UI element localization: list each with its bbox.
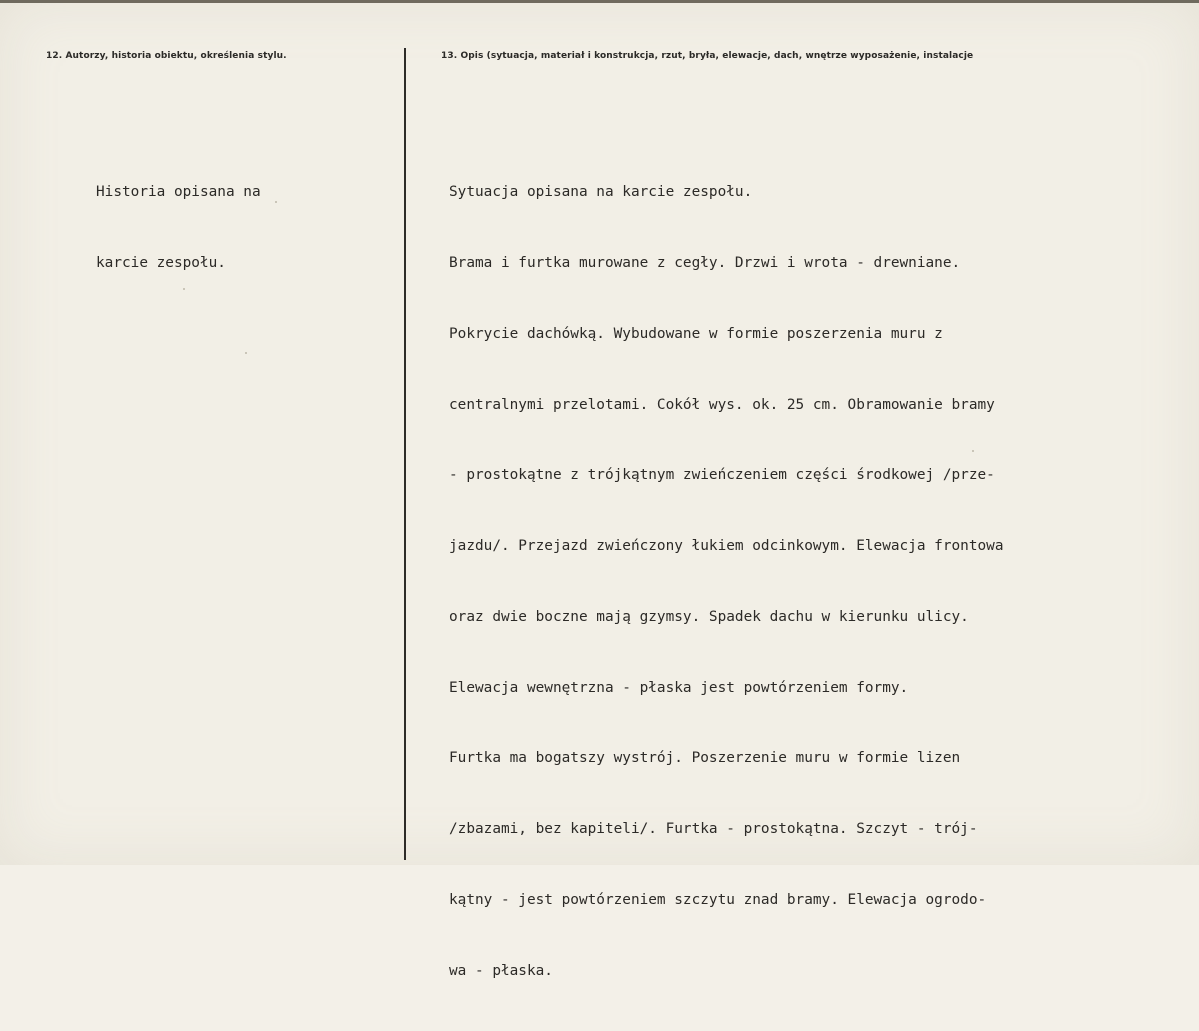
page-top-edge [0,0,1199,3]
paper-speck [972,450,974,452]
history-text [96,134,261,323]
description-line: oraz dwie boczne mają gzymsy. Spadek dachu w kierunku ulicy. [449,608,969,625]
history-line: Historia opisana na [96,184,261,201]
column-divider [404,48,406,860]
paper-speck [183,288,185,290]
description-line: Elewacja wewnętrzna - płaska jest powtórzeniem formy. [449,679,909,696]
description-line: centralnymi przelotami. Cokół wys. ok. 25 cm. Obramowanie bramy [449,396,995,413]
history-line: karcie zespołu. [96,254,226,271]
description-line: kątny - jest powtórzeniem szczytu znad bramy. Elewacja ogrodo- [449,892,987,908]
description-line: - prostokątne z trójkątnym zwieńczeniem części środkowej /prze- [449,467,995,484]
paper-speck [275,201,277,203]
description-line: Brama i furtka murowane z cegły. Drzwi i wrota - drewniane. [449,254,961,271]
description-line: Furtka ma bogatszy wystrój. Poszerzenie muru w formie lizen [449,750,961,767]
description-line: Pokrycie dachówką. Wybudowane w formie poszerzenia muru z [449,325,943,342]
paper-speck [245,352,247,354]
description-line: jazdu/. Przejazd zwieńczony łukiem odcinkowym. Elewacja frontowa [449,538,1004,555]
description-line: wa - płaska. [449,962,553,979]
section-12-header: 12. Autorzy, historia obiektu, określenia stylu. [46,51,287,61]
description-line: Sytuacja opisana na karcie zespołu. [449,184,753,201]
description-line: /zbazami, bez kapiteli/. Furtka - prostokątna. Szczyt - trój- [449,821,978,838]
section-13-header: 13. Opis (sytuacja, materiał i konstrukcja, rzut, bryła, elewacje, dach, wnętrze wyposażenie, instalacje [441,51,974,61]
description-text [449,134,1004,1031]
